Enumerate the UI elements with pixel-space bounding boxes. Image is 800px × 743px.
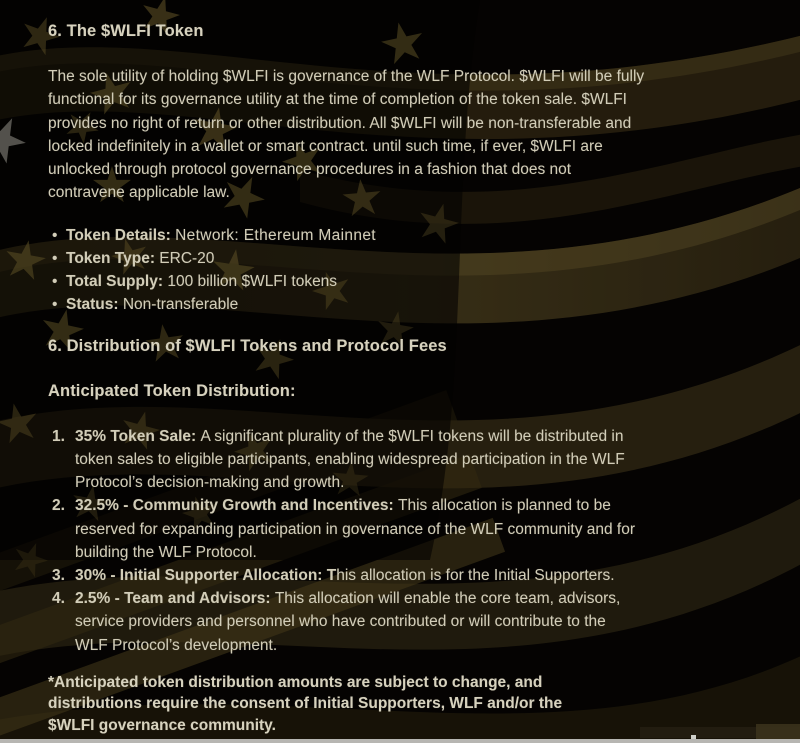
distribution-item-1	[48, 425, 748, 495]
item-number: 3.	[52, 567, 65, 584]
distribution-item-3	[48, 564, 748, 587]
distribution-footnote: *Anticipated token distribution amounts are subject to change, and distributions require the consent of Initial Supporters, WLF and/or the $WLFI governance community.	[48, 673, 563, 734]
detail-value: ERC-20	[159, 249, 215, 267]
item-line1: his allocation is for the Initial Supporters.	[336, 567, 615, 584]
item-text	[75, 564, 748, 587]
bullet-icon: •	[52, 295, 58, 313]
item-lead: 32.5% - Community Growth and Incentives:	[75, 497, 398, 515]
item-extra-lines: token sales to eligible participants, enabling widespread participation in the WLF Protocol’s decision-making and growth.	[75, 450, 625, 492]
detail-label: Token Details:	[66, 226, 176, 244]
bullet-icon: •	[52, 226, 58, 244]
detail-value: Non-transferable	[122, 295, 239, 313]
item-text	[75, 425, 748, 495]
item-lead: 2.5% - Team and Advisors:	[75, 590, 275, 608]
token-intro-paragraph: The sole utility of holding $WLFI is governance of the WLF Protocol. $WLFI will be fully functional for its governance utility at the time of completion of the token sale. $WLFI provides no right of return or other distribution. All $WLFI will be non-transferable and locked indefinitely in a wallet or smart contract. until such time, if ever, $WLFI are unlocked through protocol governance procedures in a fashion that does not contravene applicable law.	[48, 68, 645, 202]
token-detail-type	[48, 247, 748, 270]
anticipated-distribution-heading: Anticipated Token Distribution:	[48, 381, 296, 400]
bottom-edge-strip	[0, 739, 800, 743]
bullet-icon: •	[52, 249, 58, 267]
distribution-item-2	[48, 494, 748, 564]
item-extra-lines: reserved for expanding participation in governance of the WLF community and for building the WLF Protocol.	[75, 520, 636, 561]
token-details-list	[48, 224, 748, 316]
item-line1: A significant plurality of the $WLFI tokens will be distributed in	[200, 427, 624, 445]
item-line1: This allocation is planned to be	[397, 497, 611, 515]
item-lead: 35% Token Sale:	[75, 427, 201, 445]
detail-value: Network: Ethereum Mainnet	[175, 226, 376, 244]
detail-label: Status:	[66, 295, 123, 313]
distribution-list	[48, 425, 748, 657]
document-content	[48, 20, 748, 736]
item-number: 2.	[52, 497, 65, 515]
item-text	[75, 494, 748, 564]
item-lead: 30% - Initial Supporter Allocation: T	[75, 567, 337, 584]
item-line1: This allocation will enable the core team, advisors,	[274, 590, 621, 608]
detail-value: 100 billion $WLFI tokens	[167, 272, 338, 290]
section-title-token: 6. The $WLFI Token	[48, 22, 204, 40]
token-detail-supply	[48, 270, 748, 293]
item-extra-lines: service providers and personnel who have contributed or will contribute to the WLF Protocol’s development.	[75, 613, 606, 654]
item-text	[75, 587, 748, 657]
item-number: 4.	[52, 590, 65, 608]
token-detail-status	[48, 293, 748, 316]
detail-label: Total Supply:	[66, 272, 168, 290]
distribution-item-4	[48, 587, 748, 657]
detail-label: Token Type:	[66, 249, 160, 267]
section-title-distribution: 6. Distribution of $WLFI Tokens and Protocol Fees	[48, 336, 447, 355]
token-detail-network	[48, 224, 748, 247]
item-number: 1.	[52, 427, 65, 445]
bullet-icon: •	[52, 272, 58, 290]
bottom-right-patch	[756, 724, 800, 739]
